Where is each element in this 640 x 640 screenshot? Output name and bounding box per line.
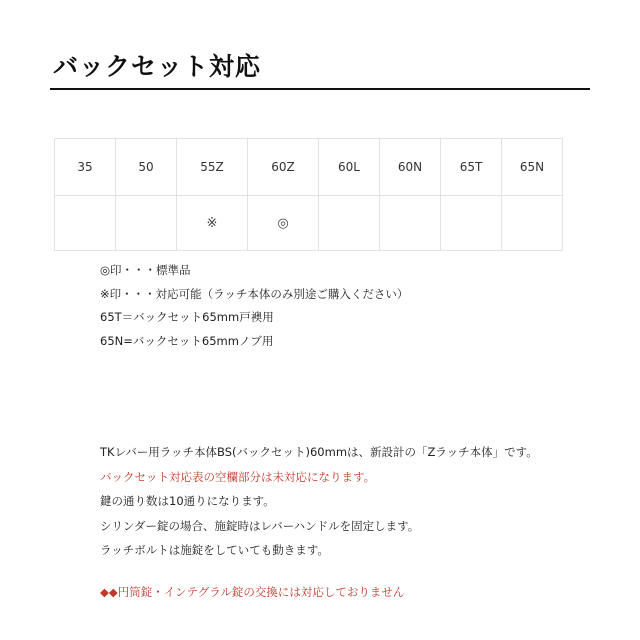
note-item: シリンダー錠の場合、施錠時はレバーハンドルを固定します。 (100, 518, 420, 533)
backset-header-cell: 65N (502, 139, 563, 196)
legend-item: ※印・・・対応可能（ラッチ本体のみ別途ご購入ください） (100, 286, 409, 301)
table-header-row (55, 139, 563, 196)
notes-list (100, 440, 538, 563)
legend-item: ◎印・・・標準品 (100, 263, 191, 277)
backset-header-cell: 65T (441, 139, 502, 196)
table-mark-row (55, 196, 563, 251)
legend-item: 65N=バックセット65mmノブ用 (100, 333, 274, 348)
backset-table (54, 138, 563, 251)
backset-header-cell: 60Z (248, 139, 319, 196)
backset-mark-cell (441, 196, 502, 251)
page-title: バックセット対応 (53, 52, 262, 81)
backset-header-cell: 60N (380, 139, 441, 196)
legend-item: 65T＝バックセット65mm戸襖用 (100, 310, 274, 324)
warning-note: ◆◆円筒錠・インテグラル錠の交換には対応しておりません (100, 585, 405, 599)
backset-mark-cell (380, 196, 441, 251)
note-item-highlight: バックセット対応表の空欄部分は未対応になります。 (100, 469, 376, 484)
backset-mark-cell (319, 196, 380, 251)
backset-mark-cell (116, 196, 177, 251)
backset-mark-cell: ※ (177, 196, 248, 251)
backset-header-cell: 35 (55, 139, 116, 196)
note-item: 鍵の通り数は10通りになります。 (100, 494, 275, 508)
backset-header-cell: 50 (116, 139, 177, 196)
legend-list (100, 259, 408, 353)
backset-header-cell: 60L (319, 139, 380, 196)
backset-mark-cell: ◎ (248, 196, 319, 251)
note-item: ラッチボルトは施錠をしていても動きます。 (100, 543, 329, 557)
backset-mark-cell (502, 196, 563, 251)
title-divider (50, 88, 590, 90)
note-item: TKレバー用ラッチ本体BS(バックセット)60mmは、新設計の「Zラッチ本体」です。 (100, 445, 538, 459)
backset-header-cell: 55Z (177, 139, 248, 196)
backset-mark-cell (55, 196, 116, 251)
